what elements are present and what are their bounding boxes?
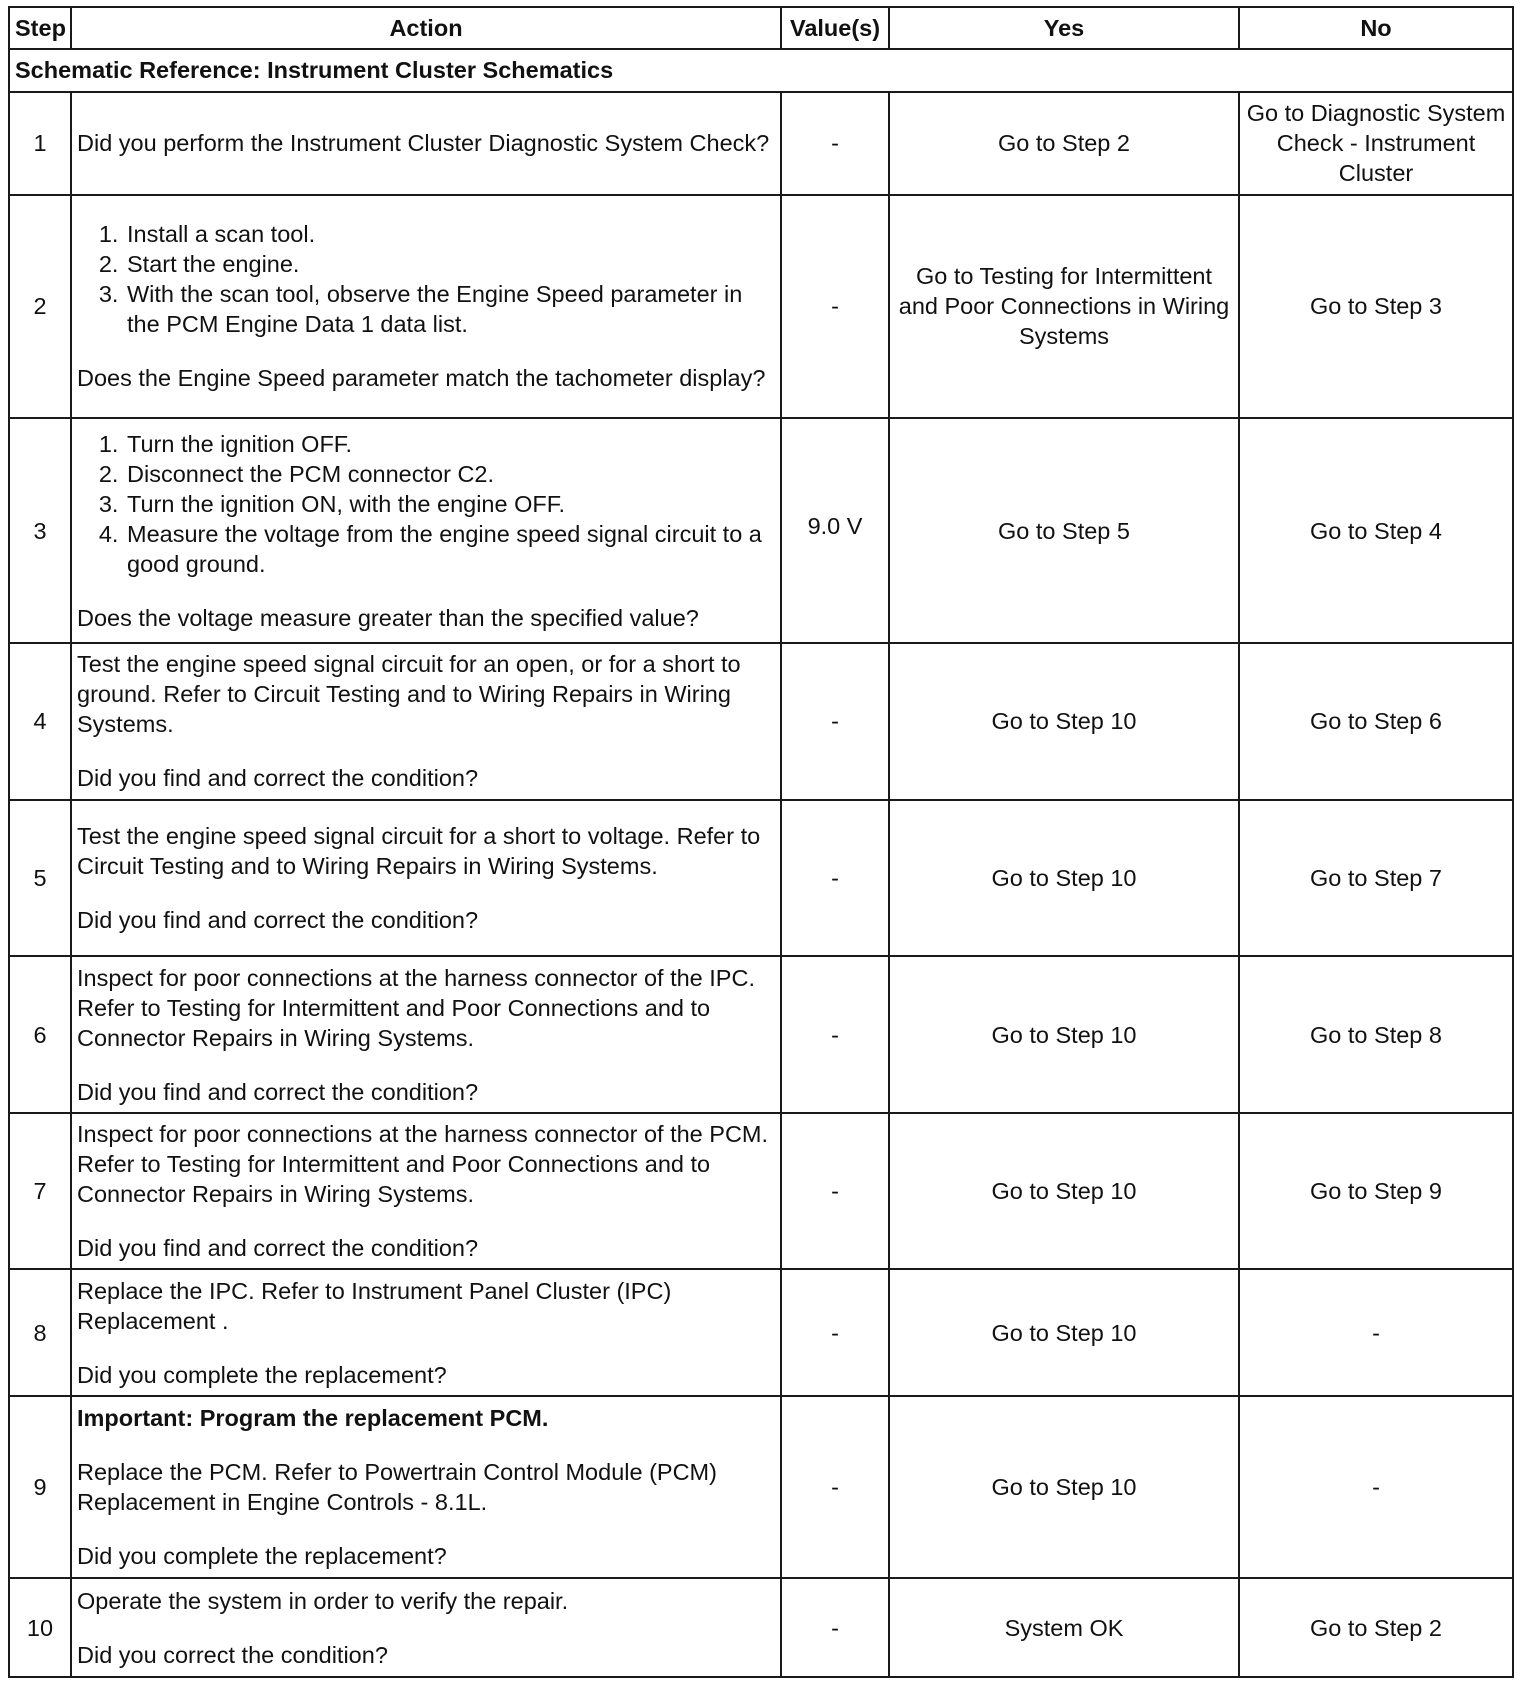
yes-cell: Go to Step 10	[889, 956, 1239, 1113]
table-row	[9, 418, 1513, 643]
value-cell: -	[781, 1578, 889, 1677]
action-text: Operate the system in order to verify the repair.	[77, 1587, 569, 1614]
step-number: 9	[9, 1396, 71, 1578]
action-list	[77, 219, 775, 339]
step-number: 8	[9, 1269, 71, 1396]
value-cell: -	[781, 1396, 889, 1578]
table-row	[9, 1269, 1513, 1396]
header-step: Step	[9, 7, 71, 49]
action-list-item: 1. Turn the ignition OFF.	[125, 429, 775, 459]
no-cell: -	[1239, 1269, 1513, 1396]
action-cell	[71, 418, 781, 643]
value-cell: 9.0 V	[781, 418, 889, 643]
value-cell: -	[781, 956, 889, 1113]
yes-cell: Go to Step 2	[889, 92, 1239, 195]
action-list-item: 1. Install a scan tool.	[125, 219, 775, 249]
action-list-item: 4. Measure the voltage from the engine speed signal circuit to a good ground.	[125, 519, 775, 579]
value-cell: -	[781, 643, 889, 800]
action-list-item: 3. With the scan tool, observe the Engine Speed parameter in the PCM Engine Data 1 data list.	[125, 279, 775, 339]
table-row	[9, 1578, 1513, 1677]
header-action: Action	[71, 7, 781, 49]
no-cell: Go to Step 7	[1239, 800, 1513, 957]
step-number: 4	[9, 643, 71, 800]
section-row	[9, 49, 1513, 92]
action-cell	[71, 956, 781, 1113]
value-cell: -	[781, 1113, 889, 1270]
action-list-item: 3. Turn the ignition ON, with the engine OFF.	[125, 489, 775, 519]
no-cell: Go to Step 6	[1239, 643, 1513, 800]
header-values: Value(s)	[781, 7, 889, 49]
action-text: Replace the PCM. Refer to Powertrain Control Module (PCM) Replacement in Engine Controls - 8.1L.	[77, 1459, 717, 1516]
action-question: Did you find and correct the condition?	[77, 765, 479, 792]
step-number: 1	[9, 92, 71, 195]
action-list-item: 2. Start the engine.	[125, 249, 775, 279]
value-cell: -	[781, 195, 889, 418]
no-cell: Go to Step 9	[1239, 1113, 1513, 1270]
yes-cell: Go to Step 5	[889, 418, 1239, 643]
schematic-reference: Schematic Reference: Instrument Cluster Schematics	[9, 49, 1513, 92]
step-number: 2	[9, 195, 71, 418]
action-cell	[71, 1578, 781, 1677]
action-cell	[71, 800, 781, 957]
header-yes: Yes	[889, 7, 1239, 49]
table-row	[9, 92, 1513, 195]
value-cell: -	[781, 800, 889, 957]
no-cell: -	[1239, 1396, 1513, 1578]
yes-cell: Go to Testing for Intermittent and Poor Connections in Wiring Systems	[889, 195, 1239, 418]
table-row	[9, 800, 1513, 957]
action-question: Does the Engine Speed parameter match the tachometer display?	[77, 365, 766, 392]
no-cell: Go to Step 4	[1239, 418, 1513, 643]
action-text: Inspect for poor connections at the harness connector of the PCM. Refer to Testing for Intermittent and Poor Connections and to Connector Repairs in Wiring Systems.	[77, 1121, 769, 1208]
no-cell: Go to Step 2	[1239, 1578, 1513, 1677]
diagnostic-table	[8, 6, 1514, 1678]
action-question: Did you find and correct the condition?	[77, 1078, 479, 1105]
action-question: Did you complete the replacement?	[77, 1543, 447, 1570]
action-question: Does the voltage measure greater than the specified value?	[77, 604, 699, 631]
action-question: Did you find and correct the condition?	[77, 906, 479, 933]
yes-cell: Go to Step 10	[889, 1269, 1239, 1396]
step-number: 6	[9, 956, 71, 1113]
step-number: 7	[9, 1113, 71, 1270]
no-cell: Go to Step 3	[1239, 195, 1513, 418]
table-row	[9, 643, 1513, 800]
action-cell	[71, 92, 781, 195]
action-text: Test the engine speed signal circuit for an open, or for a short to ground. Refer to Circuit Testing and to Wiring Repairs in Wiring Systems.	[77, 651, 741, 738]
no-cell: Go to Diagnostic System Check - Instrument Cluster	[1239, 92, 1513, 195]
step-number: 5	[9, 800, 71, 957]
action-text: Did you perform the Instrument Cluster Diagnostic System Check?	[77, 130, 770, 157]
table-row	[9, 1113, 1513, 1270]
action-question: Did you correct the condition?	[77, 1641, 388, 1668]
header-row	[9, 7, 1513, 49]
action-cell	[71, 1396, 781, 1578]
action-text: Replace the IPC. Refer to Instrument Panel Cluster (IPC) Replacement .	[77, 1277, 672, 1334]
yes-cell: Go to Step 10	[889, 643, 1239, 800]
action-cell	[71, 195, 781, 418]
action-list	[77, 429, 775, 579]
header-no: No	[1239, 7, 1513, 49]
action-cell	[71, 643, 781, 800]
action-question: Did you find and correct the condition?	[77, 1235, 479, 1262]
no-cell: Go to Step 8	[1239, 956, 1513, 1113]
table-row	[9, 1396, 1513, 1578]
yes-cell: Go to Step 10	[889, 1113, 1239, 1270]
table-row	[9, 956, 1513, 1113]
step-number: 10	[9, 1578, 71, 1677]
action-list-item: 2. Disconnect the PCM connector C2.	[125, 459, 775, 489]
step-number: 3	[9, 418, 71, 643]
important-note: Important: Program the replacement PCM.	[77, 1405, 549, 1432]
yes-cell: Go to Step 10	[889, 1396, 1239, 1578]
action-text: Test the engine speed signal circuit for a short to voltage. Refer to Circuit Testing and to Wiring Repairs in Wiring Systems.	[77, 822, 761, 879]
action-cell	[71, 1113, 781, 1270]
yes-cell: Go to Step 10	[889, 800, 1239, 957]
table-row	[9, 195, 1513, 418]
value-cell: -	[781, 1269, 889, 1396]
action-text: Inspect for poor connections at the harness connector of the IPC. Refer to Testing for Intermittent and Poor Connections and to Connector Repairs in Wiring Systems.	[77, 964, 755, 1051]
action-question: Did you complete the replacement?	[77, 1361, 447, 1388]
action-cell	[71, 1269, 781, 1396]
value-cell: -	[781, 92, 889, 195]
yes-cell: System OK	[889, 1578, 1239, 1677]
